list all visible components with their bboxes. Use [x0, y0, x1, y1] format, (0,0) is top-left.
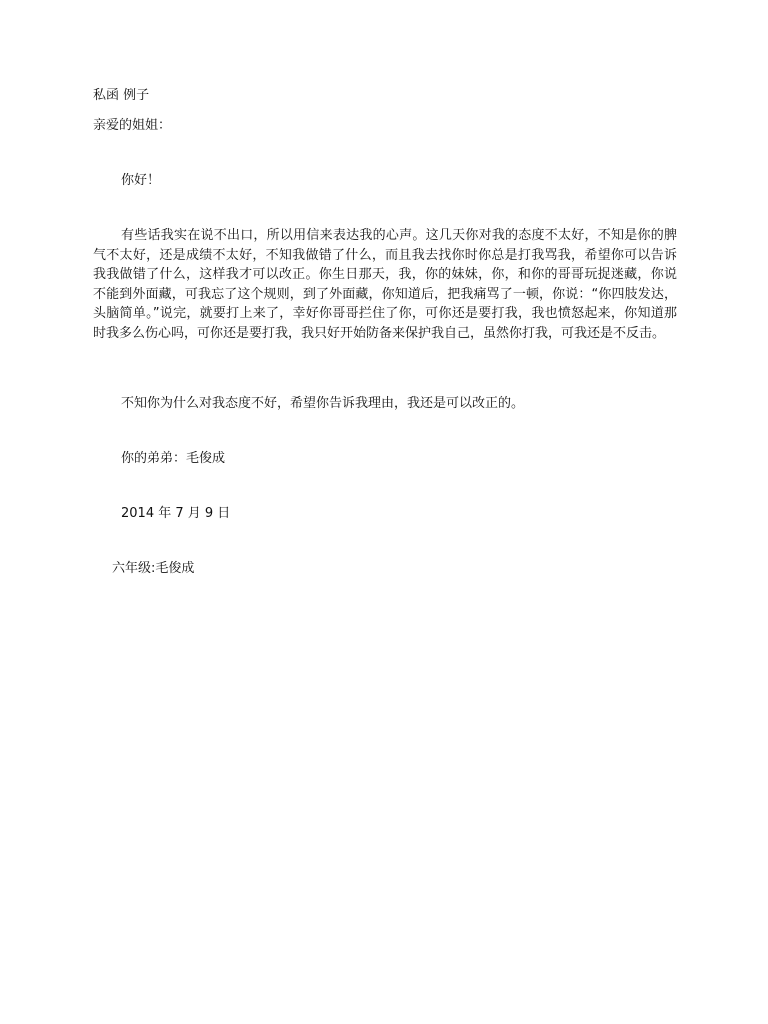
- document-title: 私函 例子: [93, 88, 150, 103]
- body-paragraph: 有些话我实在说不出口，所以用信来表达我的心声。这几天你对我的态度不太好，不知是你的脾气不太好，还是成绩不太好，不知我做错了什么，而且我去找你时你总是打我骂我，希望你可以告诉我我做错了什么，这样我才可以改正。你生日那天，我，你的妹妹，你，和你的哥哥玩捉迷藏，你说不能到外面藏，可我忘了这个规则，到了外面藏，你知道后，把我痛骂了一顿，你说：“你四肢发达，头脑简单。”说完，就要打上来了，幸好你哥哥拦住了你，可你还是要打我，我也愤怒起来，你知道那时我多么伤心吗，可你还是要打我，我只好开始防备来保护我自己，虽然你打我，可我还是不反击。: [93, 228, 677, 341]
- letter-date: 2014 年 7 月 9 日: [121, 506, 231, 521]
- signature: 你的弟弟：毛俊成: [121, 451, 226, 466]
- closing-paragraph: 不知你为什么对我态度不好，希望你告诉我理由，我还是可以改正的。: [121, 396, 525, 411]
- author-note: 六年级:毛俊成: [112, 561, 195, 576]
- salutation: 亲爱的姐姐：: [93, 118, 172, 133]
- greeting: 你好！: [121, 173, 161, 188]
